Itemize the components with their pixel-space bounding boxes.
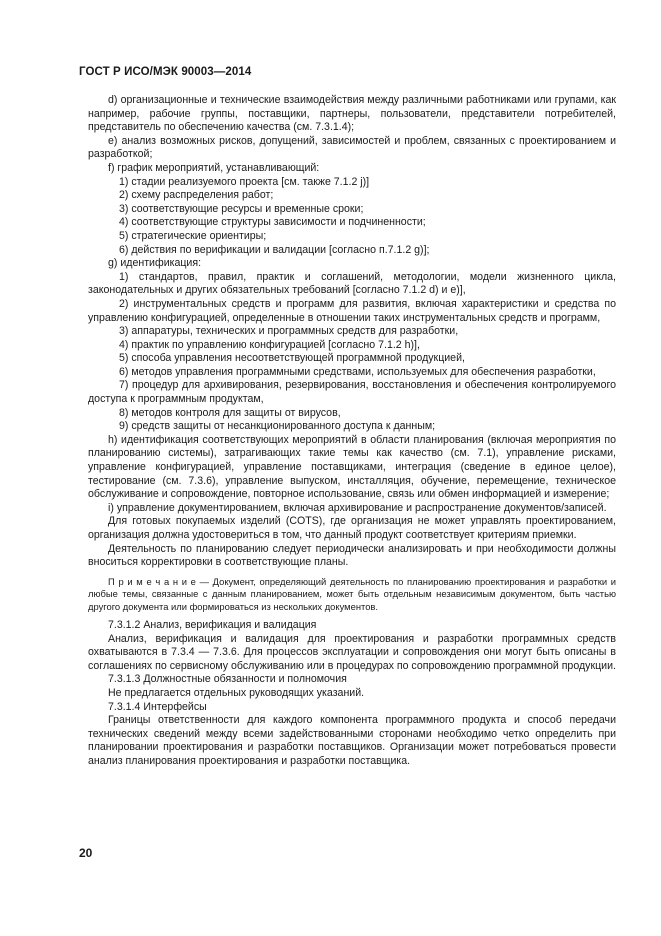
section-7-3-1-3-text: Не предлагается отдельных руководящих указаний. bbox=[108, 686, 365, 699]
item-f-2: 2) схему распределения работ; bbox=[119, 189, 274, 202]
item-f-4: 4) соответствующие структуры зависимости и подчиненности; bbox=[119, 216, 426, 229]
item-g-3: 3) аппаратуры, технических и программных средств для разработки, bbox=[119, 325, 459, 338]
section-7-3-1-2-text: Анализ, верификация и валидация для проектирования и разработки программных средств охватываются в 7.3.4 — 7.3.6. Для процессов эксплуатации и сопровождения они могут быть описаны в соглашениях по сервисному обслуживанию или в процедурах по сопровождению программной продукции. bbox=[88, 632, 616, 672]
item-f-intro: f) график мероприятий, устанавливающий: bbox=[108, 161, 320, 174]
section-7-3-1-4-title: 7.3.1.4 Интерфейсы bbox=[108, 700, 207, 713]
item-f-5: 5) стратегические ориентиры; bbox=[119, 229, 267, 242]
item-g-5: 5) способа управления несоответствующей программной продукцией, bbox=[119, 352, 465, 365]
note-text: — Документ, определяющий деятельность по планированию проектирования и разработки и любые темы, связанные с данным планированием, может быть отдельным независимым документом, быть частью другого документа или формироваться из нескольких документов. bbox=[88, 575, 616, 612]
item-g-9: 9) средств защиты от несанкционированного доступа к данным; bbox=[119, 420, 436, 433]
item-g-6: 6) методов управления программными средствами, используемых для обеспечения разработки, bbox=[119, 365, 596, 378]
page-body bbox=[88, 94, 616, 769]
section-7-3-1-4-text: Границы ответственности для каждого компонента программного продукта и способ передачи технических сведений между всеми задействованными сторонами необходимо четко определить при планировании проектирования и разработки поставщиков. Организации может потребоваться провести анализ планирования проектирования и разработки поставщика. bbox=[88, 714, 616, 767]
item-h: h) идентификация соответствующих мероприятий в области планирования (включая мероприятия по планированию системы), затрагивающих такие темы как качество (см. 7.1), управление рисками, управление конфигурацией, управление поставщиками, интеграция (сведение в единое целое), тестирование (см. 7.3.6), управление выпуском, инсталляция, обучение, перемещение, техническое обслуживание и сопровождение, повторное использование, связь или обмен информацией и измерение; bbox=[88, 433, 616, 501]
item-g-4: 4) практик по управлению конфигурацией [согласно 7.1.2 h)], bbox=[119, 338, 420, 351]
item-f-1: 1) стадии реализуемого проекта [см. также 7.1.2 j)] bbox=[119, 175, 370, 188]
item-i: i) управление документированием, включая архивирование и распространение документов/записей. bbox=[108, 501, 607, 514]
item-g-2: 2) инструментальных средств и программ для развития, включая характеристики и средства по управлению конфигурацией, определенные в отношении таких инструментальных средств и программ, bbox=[88, 297, 616, 324]
item-g-8: 8) методов контроля для защиты от вирусов, bbox=[119, 406, 341, 419]
item-d: d) организационные и технические взаимодействия между различными работниками или групами, как например, рабочие группы, поставщики, партнеры, пользователи, представители потребителей, представитель по обеспечению качества (см. 7.3.1.4); bbox=[88, 94, 616, 134]
item-g-1: 1) стандартов, правил, практик и соглашений, методологии, модели жизненного цикла, законодательных и других обязательных требований [согласно 7.1.2 d) и е)], bbox=[88, 270, 616, 297]
item-f-6: 6) действия по верификации и валидации [согласно п.7.1.2 g)]; bbox=[119, 243, 430, 256]
page-number: 20 bbox=[79, 846, 93, 860]
note bbox=[88, 576, 616, 613]
item-g-7: 7) процедур для архивирования, резервирования, восстановления и обеспечения контролируемого доступа к программным продуктам, bbox=[88, 379, 616, 406]
page-header: ГОСТ Р ИСО/МЭК 90003—2014 bbox=[79, 66, 252, 78]
section-7-3-1-2-title: 7.3.1.2 Анализ, верификация и валидация bbox=[108, 619, 317, 631]
cots-paragraph: Для готовых покупаемых изделий (COTS), где организация не может управлять проектированием, организация должна удостовериться в том, что данный продукт соответствует критериям приемки. bbox=[88, 515, 616, 541]
periodic-paragraph: Деятельность по планированию следует периодически анализировать и при необходимости должны вноситься корректировки в соответствующие планы. bbox=[88, 542, 616, 569]
item-e: е) анализ возможных рисков, допущений, зависимостей и проблем, связанных с проектированием и разработкой; bbox=[88, 134, 616, 161]
section-7-3-1-3-title: 7.3.1.3 Должностные обязанности и полномочия bbox=[108, 673, 347, 686]
item-g-intro: g) идентификация: bbox=[108, 257, 202, 270]
item-f-3: 3) соответствующие ресурсы и временные сроки; bbox=[119, 202, 364, 215]
note-label: П р и м е ч а н и е bbox=[108, 575, 196, 587]
